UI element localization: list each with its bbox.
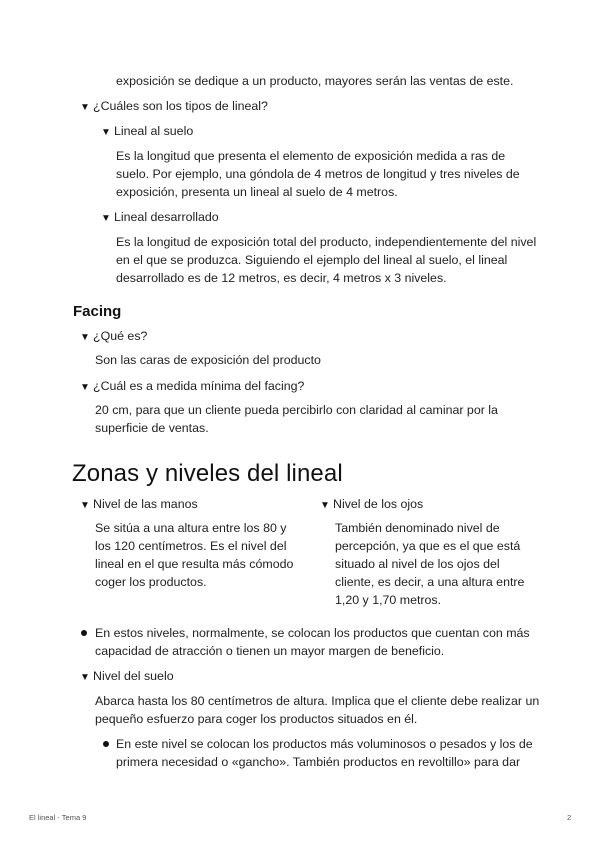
facing-heading: Facing [73, 303, 122, 320]
triangle-down-icon: ▼ [80, 382, 90, 393]
triangle-down-icon: ▼ [80, 102, 90, 113]
toggle-nivel-manos[interactable] [80, 495, 198, 515]
toggle-label: Nivel de los ojos [333, 497, 424, 511]
text-line: Es la longitud que presenta el elemento de exposición medida a ras de [116, 149, 506, 163]
triangle-down-icon: ▼ [80, 672, 90, 683]
text-line: primera necesidad o «gancho». También productos en revoltillo» para dar [116, 755, 521, 769]
suelo-bullet-text [116, 735, 556, 771]
text-line: desarrollado es de 12 metros, es decir, 4 metros x 3 niveles. [116, 271, 447, 285]
section-heading: Zonas y niveles del lineal [72, 460, 343, 487]
text-line: Se sitúa a una altura entre los 80 y [95, 521, 287, 535]
text-line: situado al nivel de los ojos del [335, 557, 500, 571]
page-number: 2 [567, 813, 572, 822]
toggle-tipos-lineal[interactable] [80, 97, 268, 117]
text-line: Abarca hasta los 80 centímetros de altura. Implica que el cliente debe realizar un [95, 694, 540, 708]
triangle-down-icon: ▼ [80, 332, 90, 343]
bullet-icon [81, 630, 87, 636]
toggle-nivel-suelo[interactable] [80, 667, 174, 687]
nivel-manos-body [95, 519, 310, 591]
text-line: También denominado nivel de [335, 521, 500, 535]
toggle-label: ¿Qué es? [93, 329, 148, 343]
toggle-nivel-ojos[interactable] [320, 495, 423, 515]
text-line: cliente, es decir, a una altura entre [335, 575, 525, 589]
text-line: percepción, ya que es el que está [335, 539, 521, 553]
text-line: capacidad de atracción o tienen un mayor margen de beneficio. [95, 644, 445, 658]
text-line: los 120 centímetros. Es el nivel del [95, 539, 287, 553]
medida-minima-body [95, 401, 555, 437]
toggle-que-es[interactable] [80, 327, 147, 347]
lineal-desarrollado-body [116, 233, 556, 287]
text-line: lineal en el que resulta más cómodo [95, 557, 294, 571]
toggle-lineal-desarrollado[interactable] [101, 208, 219, 228]
text-line: 20 cm, para que un cliente pueda percibirlo con claridad al caminar por la [95, 403, 498, 417]
toggle-label: ¿Cuáles son los tipos de lineal? [93, 99, 268, 113]
text-line: en el que se produzca. Siguiendo el ejemplo del lineal al suelo, el lineal [116, 253, 508, 267]
text-line: pequeño esfuerzo para coger los productos situados en él. [95, 712, 418, 726]
text-line: superficie de ventas. [95, 421, 209, 435]
triangle-down-icon: ▼ [101, 127, 111, 138]
lineal-suelo-body [116, 147, 556, 201]
footer-document-title: El lineal - Tema 9 [29, 813, 87, 822]
triangle-down-icon: ▼ [320, 500, 330, 511]
text-line: 1,20 y 1,70 metros. [335, 593, 442, 607]
nivel-ojos-body [335, 519, 550, 609]
toggle-label: Nivel de las manos [93, 497, 198, 511]
toggle-lineal-suelo[interactable] [101, 122, 193, 142]
triangle-down-icon: ▼ [80, 500, 90, 511]
toggle-label: ¿Cuál es a medida mínima del facing? [93, 379, 305, 393]
text-line: exposición, presenta un lineal al suelo de 4 metros. [116, 185, 398, 199]
triangle-down-icon: ▼ [101, 213, 111, 224]
text-line: coger los productos. [95, 575, 207, 589]
continued-paragraph: exposición se dedique a un producto, mayores serán las ventas de este. [116, 74, 514, 88]
text-line: En este nivel se colocan los productos más voluminosos o pesados y los de [116, 737, 533, 751]
toggle-label: Nivel del suelo [93, 669, 174, 683]
nivel-suelo-body [95, 692, 555, 728]
bullet-icon [103, 741, 109, 747]
facing-definition: Son las caras de exposición del producto [95, 353, 321, 367]
niveles-bullet-text [95, 624, 555, 660]
toggle-label: Lineal desarrollado [114, 210, 219, 224]
toggle-label: Lineal al suelo [114, 124, 194, 138]
text-line: Es la longitud de exposición total del producto, independientemente del nivel [116, 235, 537, 249]
text-line: En estos niveles, normalmente, se colocan los productos que cuentan con más [95, 626, 530, 640]
toggle-medida-minima[interactable] [80, 377, 304, 397]
text-line: suelo. Por ejemplo, una góndola de 4 metros de longitud y tres niveles de [116, 167, 520, 181]
